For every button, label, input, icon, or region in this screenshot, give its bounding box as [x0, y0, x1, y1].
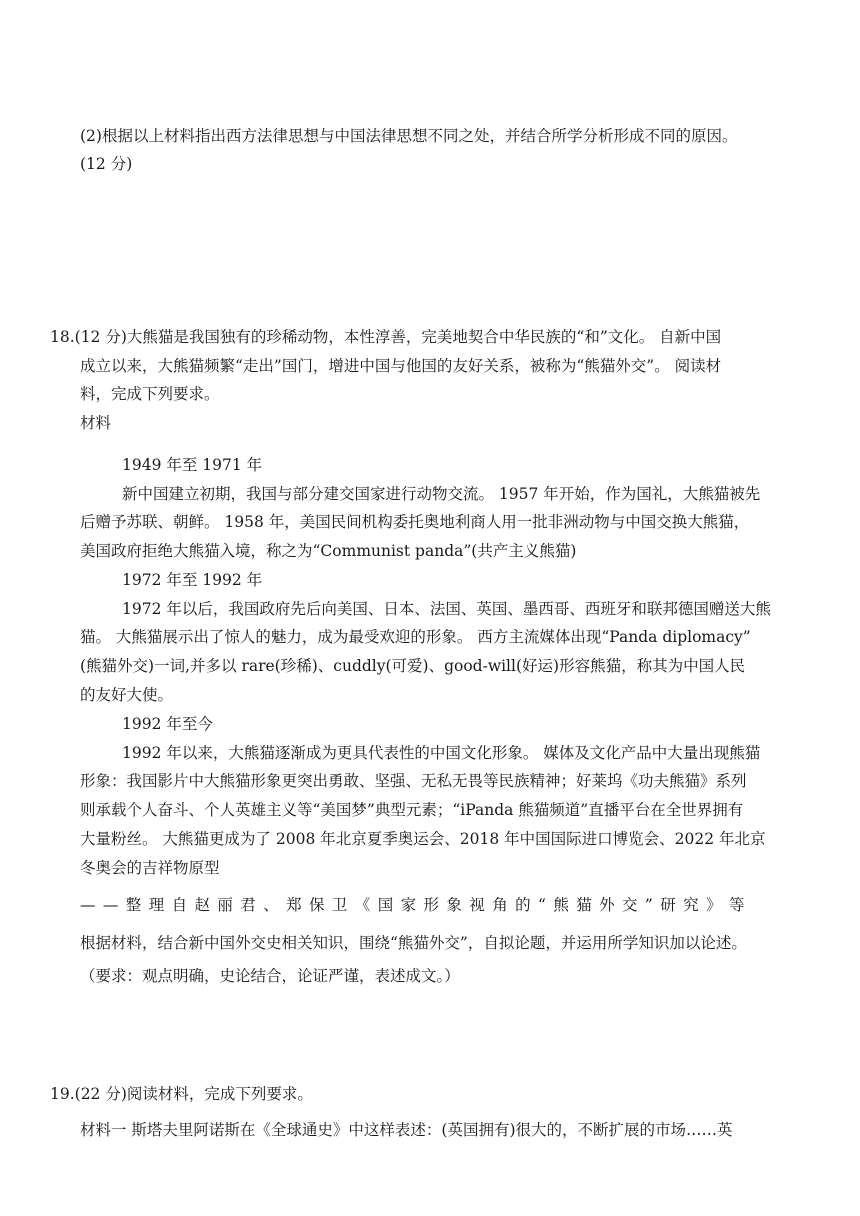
q18-period2-line-2: 猫。 大熊猫展示出了惊人的魅力，成为最受欢迎的形象。 西方主流媒体出现“Panda diplomacy”: [80, 628, 751, 646]
q18-period3-line-5: 冬奥会的吉祥物原型: [80, 859, 220, 877]
q19-material-1: 材料一 斯塔夫里阿诺斯在《全球通史》中这样表述：(英国拥有)很大的，不断扩展的市场……英: [80, 1121, 733, 1139]
q18-requirement: （要求：观点明确，史论结合，论证严谨，表述成文。）: [80, 967, 460, 985]
q18-period2-line-4: 的友好大使。: [80, 686, 174, 704]
q18-period3-title: 1992 年至今: [122, 715, 213, 733]
q18-source: ——整理自赵丽君、郑保卫《国家形象视角的“熊猫外交”研究》等: [80, 896, 752, 914]
q18-period2-title: 1972 年至 1992 年: [122, 571, 263, 589]
q18-period3-line-2: 形象：我国影片中大熊猫形象更突出勇敢、坚强、无私无畏等民族精神；好莱坞《功夫熊猫》系列: [80, 772, 747, 790]
q18-period1-title: 1949 年至 1971 年: [122, 456, 263, 474]
q18-period1-line-3: 美国政府拒绝大熊猫入境，称之为“Communist panda”(共产主义熊猫): [80, 542, 577, 560]
q18-period2-line-3: (熊猫外交)一词,并多以 rare(珍稀)、cuddly(可爱)、good-will(好运)形容熊猫，称其为中国人民: [80, 657, 746, 675]
q18-period1-line-2: 后赠予苏联、朝鲜。 1958 年，美国民间机构委托奥地利商人用一批非洲动物与中国交换大熊猫，: [80, 513, 750, 531]
q18-intro-line-2: 成立以来，大熊猫频繁“走出”国门，增进中国与他国的友好关系，被称为“熊猫外交”。 阅读材: [80, 357, 722, 375]
q17-part2-line1: (2)根据以上材料指出西方法律思想与中国法律思想不同之处，并结合所学分析形成不同的原因。: [80, 127, 738, 145]
q17-part2-line2: (12 分): [80, 155, 133, 173]
q18-intro-line-3: 料，完成下列要求。: [80, 385, 220, 403]
q19-intro: 19.(22 分)阅读材料，完成下列要求。: [50, 1085, 313, 1103]
q18-period3-line-4: 大量粉丝。 大熊猫更成为了 2008 年北京夏季奥运会、2018 年中国国际进口博览会、2022 年北京: [80, 830, 766, 848]
q18-period2-line-1: 1972 年以后，我国政府先后向美国、日本、法国、英国、墨西哥、西班牙和联邦德国赠送大熊: [122, 600, 771, 618]
q18-period3-line-3: 则承载个人奋斗、个人英雄主义等“美国梦”典型元素；“iPanda 熊猫频道”直播平台在全世界拥有: [80, 801, 744, 819]
q18-material-label: 材料: [80, 414, 112, 432]
q18-period3-line-1: 1992 年以来，大熊猫逐渐成为更具代表性的中国文化形象。 媒体及文化产品中大量出现熊猫: [122, 744, 761, 762]
q18-period1-line-1: 新中国建立初期，我国与部分建交国家进行动物交流。 1957 年开始，作为国礼，大熊猫被先: [122, 485, 761, 503]
q18-intro-line-1: 18.(12 分)大熊猫是我国独有的珍稀动物，本性淳善，完美地契合中华民族的“和”文化。 自新中国: [50, 328, 722, 346]
q18-task: 根据材料，结合新中国外交史相关知识，围绕“熊猫外交”，自拟论题，并运用所学知识加以论述。: [80, 934, 747, 952]
